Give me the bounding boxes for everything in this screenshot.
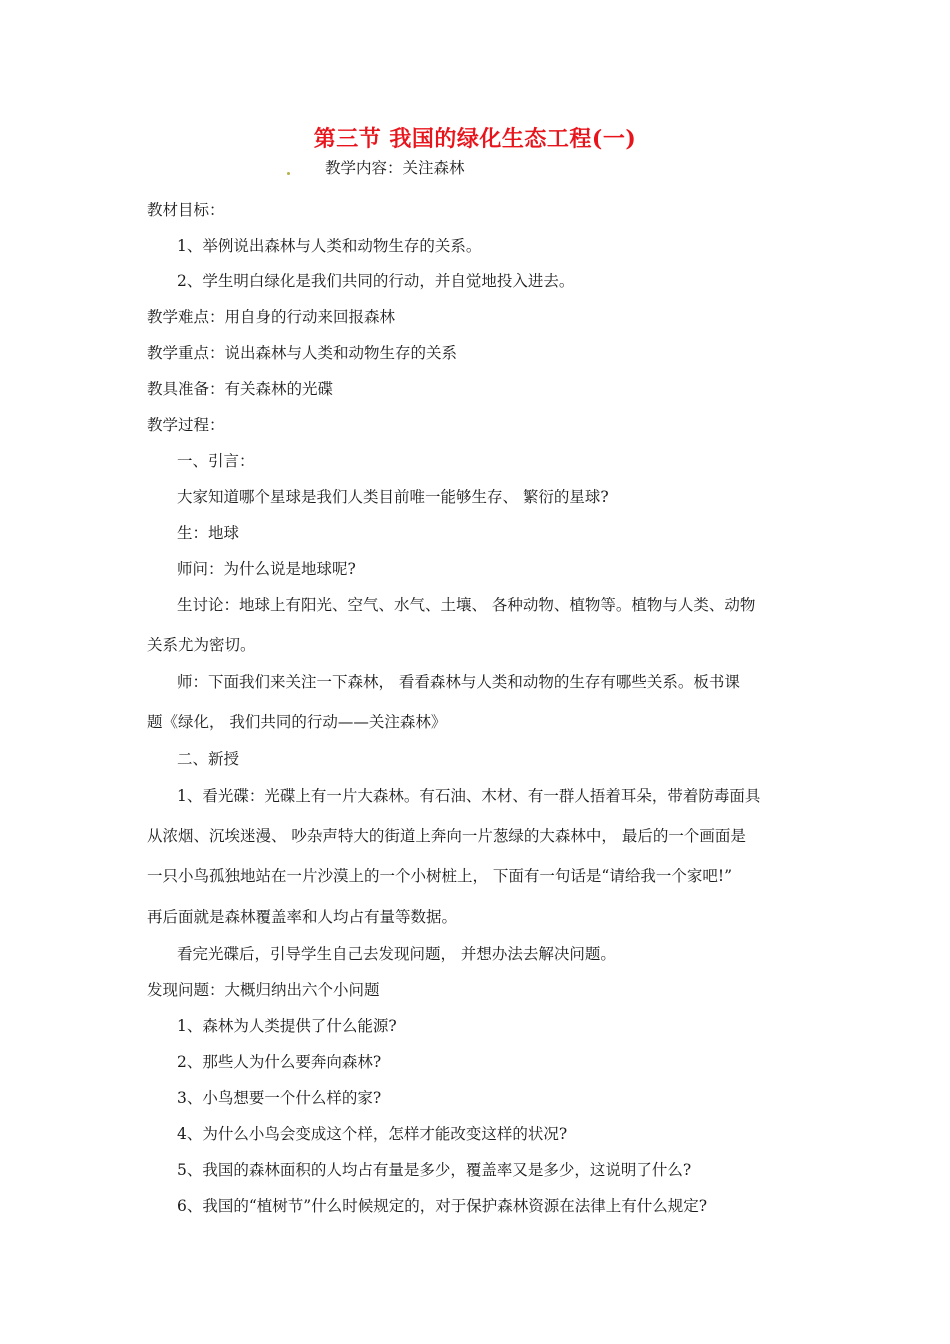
text-line: 1、看光碟：光碟上有一片大森林。有石油、木材、有一群人捂着耳朵，带着防毒面具 bbox=[177, 787, 761, 805]
text-line: 题《绿化， 我们共同的行动——关注森林》 bbox=[147, 713, 447, 731]
text-line: 大家知道哪个星球是我们人类目前唯一能够生存、 繁衍的星球? bbox=[177, 488, 609, 506]
document-subtitle: 教学内容：关注森林 bbox=[325, 159, 465, 177]
text-line: 生：地球 bbox=[177, 524, 240, 542]
text-line: 生讨论：地球上有阳光、空气、水气、土壤、 各种动物、植物等。植物与人类、动物 bbox=[177, 596, 756, 614]
text-line: 教学重点：说出森林与人类和动物生存的关系 bbox=[147, 344, 458, 362]
document-title: 第三节 我国的绿化生态工程(一) bbox=[313, 126, 637, 152]
text-line: 看完光碟后，引导学生自己去发现问题， 并想办法去解决问题。 bbox=[177, 945, 616, 963]
text-line: 1、举例说出森林与人类和动物生存的关系。 bbox=[177, 237, 482, 255]
text-line: 2、学生明白绿化是我们共同的行动，并自觉地投入进去。 bbox=[177, 272, 575, 290]
text-line: 5、我国的森林面积的人均占有量是多少，覆盖率又是多少，这说明了什么? bbox=[177, 1161, 692, 1179]
text-line: 关系尤为密切。 bbox=[147, 636, 256, 654]
text-line: 教学难点：用自身的行动来回报森林 bbox=[147, 308, 396, 326]
text-line: 教学过程： bbox=[147, 416, 225, 434]
speck-mark bbox=[287, 172, 290, 175]
text-line: 再后面就是森林覆盖率和人均占有量等数据。 bbox=[147, 908, 458, 926]
text-line: 从浓烟、沉埃迷漫、 吵杂声特大的街道上奔向一片葱绿的大森林中， 最后的一个画面是 bbox=[147, 827, 746, 845]
text-line: 一、引言： bbox=[177, 452, 255, 470]
text-line: 教材目标： bbox=[147, 201, 225, 219]
text-line: 6、我国的“植树节”什么时候规定的，对于保护森林资源在法律上有什么规定? bbox=[177, 1197, 708, 1215]
text-line: 4、为什么小鸟会变成这个样，怎样才能改变这样的状况? bbox=[177, 1125, 568, 1143]
text-line: 1、森林为人类提供了什么能源? bbox=[177, 1017, 397, 1035]
text-line: 2、那些人为什么要奔向森林? bbox=[177, 1053, 382, 1071]
text-line: 师：下面我们来关注一下森林， 看看森林与人类和动物的生存有哪些关系。板书课 bbox=[177, 673, 740, 691]
text-line: 教具准备：有关森林的光碟 bbox=[147, 380, 334, 398]
text-line: 一只小鸟孤独地站在一片沙漠上的一个小树桩上， 下面有一句话是“请给我一个家吧!” bbox=[147, 867, 733, 885]
text-line: 二、新授 bbox=[177, 750, 240, 768]
text-line: 师问：为什么说是地球呢? bbox=[177, 560, 356, 578]
text-line: 发现问题：大概归纳出六个小问题 bbox=[147, 981, 380, 999]
text-line: 3、小鸟想要一个什么样的家? bbox=[177, 1089, 382, 1107]
